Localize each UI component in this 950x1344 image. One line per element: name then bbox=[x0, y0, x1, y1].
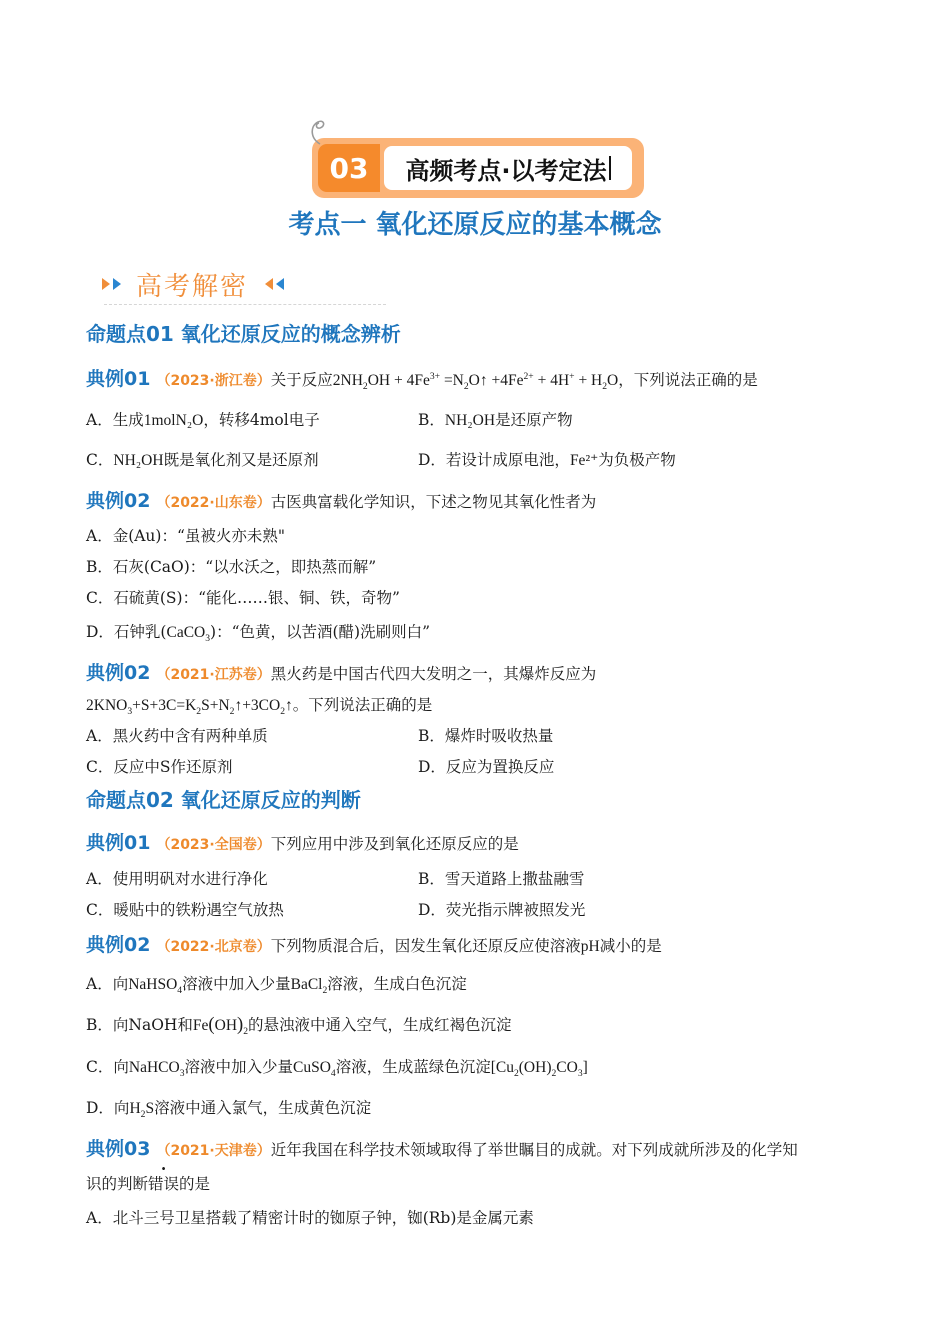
question-stem: 典例02 （2022·北京卷）下列物质混合后，因发生氧化还原反应使溶液pH减小的是 bbox=[86, 934, 662, 956]
secret-label: 高考解密 bbox=[136, 272, 249, 302]
question-tag: 典例01 bbox=[86, 832, 151, 854]
question-tag: 典例02 bbox=[86, 934, 151, 956]
banner-title: 高频考点·以考定法 bbox=[384, 146, 632, 190]
question-source: （2022·北京卷） bbox=[156, 939, 271, 955]
option-d: D．向$H_2S$溶液中通入氯气，生成黄色沉淀 bbox=[86, 1099, 372, 1121]
question-stem-line2: 识的判断错误的是 bbox=[86, 1175, 211, 1193]
section-banner bbox=[312, 138, 644, 198]
question-tag: 典例02 bbox=[86, 490, 151, 512]
option-d: D．若设计成原电池，Fe²⁺为负极产物 bbox=[418, 451, 676, 469]
page-title: 考点一 氧化还原反应的基本概念 bbox=[288, 210, 662, 240]
question-tag: 典例02 bbox=[86, 662, 151, 684]
question-source: （2021·江苏卷） bbox=[156, 667, 271, 683]
option-a: A．向NaHSO$_4$溶液中加入少量BaCl$_2$溶液，生成白色沉淀 bbox=[86, 975, 467, 997]
option-c: C．向NaHCO$_3$溶液中加入少量CuSO$_4$溶液，生成蓝绿色沉淀$[Cu_2(OH)_2CO_3]$ bbox=[86, 1058, 588, 1080]
stem-text: 关于反应 bbox=[270, 371, 333, 389]
reaction-equation: $2NH_2OH + 4Fe^{3+}$ $=N_2O↑ +4Fe^{2+} + 4H^+ + H_2O$ bbox=[332, 370, 619, 393]
question-stem bbox=[86, 486, 596, 513]
option-c: C．石硫黄(S)：“能化……银、铜、铁，奇物” bbox=[86, 589, 400, 607]
question-stem bbox=[86, 828, 519, 855]
option-d: D．石钟乳(CaCO$_3$)：“色黄，以苦酒(醋)洗刷则白” bbox=[86, 623, 431, 645]
stem-text: 近年我国在科学技术领域取得了举世瞩目的成就。对下列成就所涉及的化学知 bbox=[270, 1141, 798, 1159]
stem-text: 下列应用中涉及到氧化还原反应的是 bbox=[270, 835, 519, 853]
question-source: （2021·天津卷） bbox=[156, 1143, 271, 1159]
banner-number: 03 bbox=[318, 144, 380, 192]
question-stem bbox=[86, 658, 596, 685]
option-b: B．雪天道路上撒盐融雪 bbox=[418, 870, 585, 888]
stem-text: 黑火药是中国古代四大发明之一，其爆炸反应为 bbox=[270, 665, 597, 683]
curl-icon bbox=[306, 116, 330, 146]
question-source: （2023·浙江卷） bbox=[156, 373, 271, 389]
option-c: C．反应中S作还原剂 bbox=[86, 758, 233, 776]
stem-text: ，下列说法正确的是 bbox=[618, 371, 758, 389]
double-arrow-left-icon bbox=[260, 276, 286, 292]
option-b: B．爆炸时吸收热量 bbox=[418, 727, 554, 745]
section-heading-1: 命题点01 氧化还原反应的概念辨析 bbox=[86, 322, 401, 346]
question-stem bbox=[86, 364, 758, 392]
question-tag: 典例01 bbox=[86, 368, 151, 390]
option-d: D．荧光指示牌被照发光 bbox=[418, 901, 586, 919]
dashed-divider bbox=[104, 304, 386, 305]
option-b: B．NH₂OH是还原产物 bbox=[418, 411, 573, 429]
option-b: B．向NaOH和$Fe(OH)_2$的悬浊液中通入空气，生成红褐色沉淀 bbox=[86, 1014, 512, 1038]
section-heading-2: 命题点02 氧化还原反应的判断 bbox=[86, 788, 361, 812]
option-a: A．生成1molN₂O，转移4mol电子 bbox=[86, 411, 320, 429]
stem-text: 古医典富载化学知识，下述之物见其氧化性者为 bbox=[270, 493, 597, 511]
double-arrow-right-icon bbox=[100, 276, 126, 292]
secret-label-block bbox=[100, 264, 290, 306]
question-source: （2023·全国卷） bbox=[156, 837, 271, 853]
reaction-equation: $2KNO_3+S+3C=K_2S+N_2↑+3CO_2↑$ bbox=[86, 697, 293, 718]
option-c: C．NH₂OH既是氧化剂又是还原剂 bbox=[86, 451, 319, 469]
question-tag: 典例03 bbox=[86, 1138, 151, 1160]
question-source: （2022·山东卷） bbox=[156, 495, 271, 511]
option-a: A．使用明矾对水进行净化 bbox=[86, 870, 268, 888]
option-b: B．石灰(CaO)：“以水沃之，即热蒸而解” bbox=[86, 558, 377, 576]
question-stem-line2: $2KNO_3+S+3C=K_2S+N_2↑+3CO_2↑$。下列说法正确的是 bbox=[86, 696, 433, 718]
question-stem bbox=[86, 1134, 798, 1161]
option-a: A．北斗三号卫星搭载了精密计时的铷原子钟，铷(Rb)是金属元素 bbox=[86, 1209, 534, 1227]
option-a: A．金(Au)：“虽被火亦未熟" bbox=[86, 527, 286, 545]
emphasized-word: 错误 bbox=[148, 1175, 180, 1193]
option-d: D．反应为置换反应 bbox=[418, 758, 555, 776]
option-a: A．黑火药中含有两种单质 bbox=[86, 727, 268, 745]
option-c: C．暖贴中的铁粉遇空气放热 bbox=[86, 901, 284, 919]
